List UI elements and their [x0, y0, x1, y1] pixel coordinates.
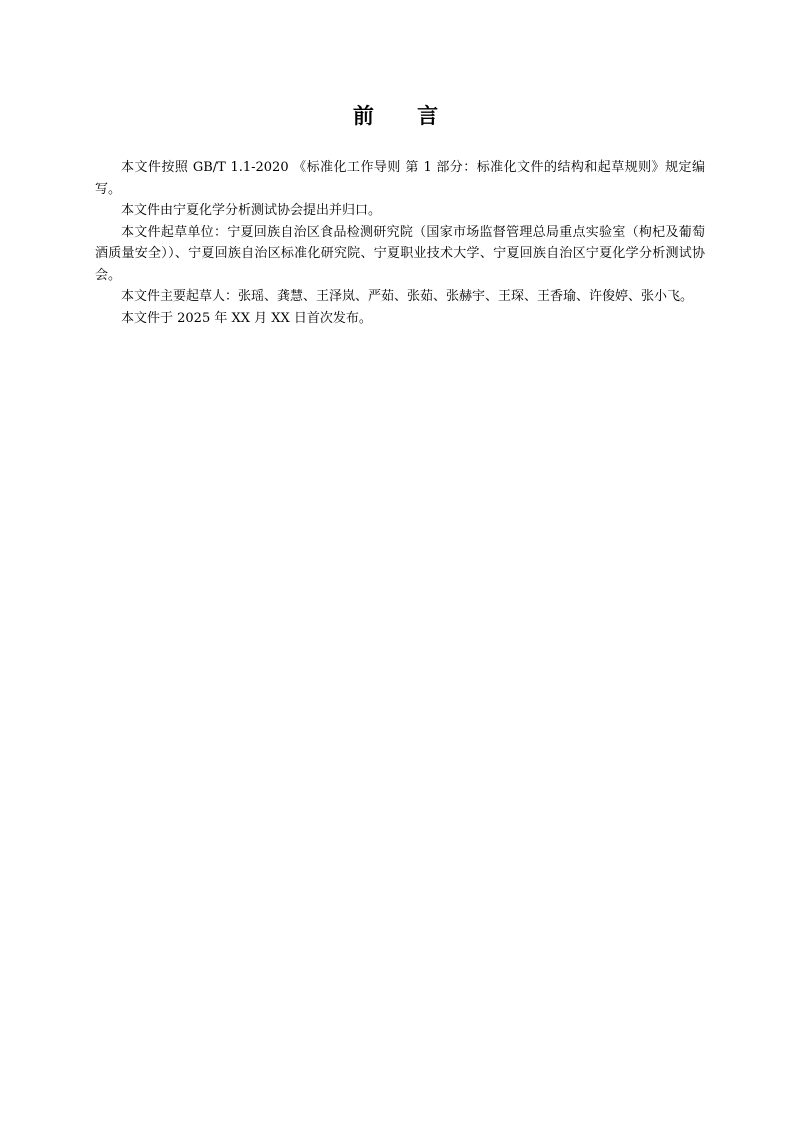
page-title: 前 言 [352, 104, 457, 128]
paragraph-main-drafters: 本文件主要起草人：张瑶、龚慧、王泽岚、严茹、张茹、张赫宇、王琛、王香瑜、许俊婷、张小飞。 [121, 289, 694, 304]
paragraph-proposer: 本文件由宁夏化学分析测试协会提出并归口。 [121, 203, 382, 218]
paragraph-drafting-basis: 本文件按照 GB/T 1.1-2020 《标准化工作导则 第 1 部分：标准化文件的结构和起草规则》规定编写。 [95, 160, 705, 197]
paragraph-first-publication: 本文件于 2025 年 XX 月 XX 日首次发布。 [121, 310, 372, 326]
foreword-body [95, 157, 705, 329]
paragraph-drafting-units: 本文件起草单位：宁夏回族自治区食品检测研究院（国家市场监督管理总局重点实验室（枸杞及葡萄酒质量安全））、宁夏回族自治区标准化研究院、宁夏职业技术大学、宁夏回族自治区宁夏化学分析测试协会。 [95, 224, 705, 283]
